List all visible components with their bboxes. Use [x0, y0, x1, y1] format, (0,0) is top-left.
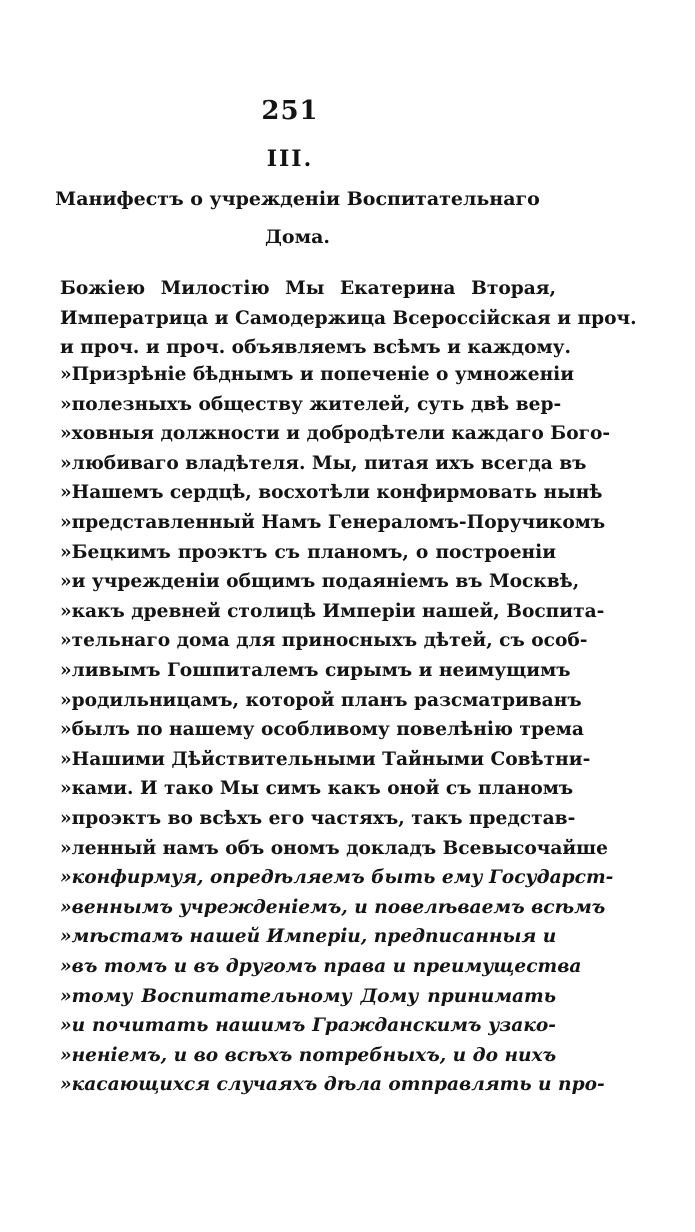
- title-line-2: Дома.: [265, 226, 330, 248]
- paragraph2-upright-line: »ками. И тако Мы симъ какъ оной съ планомъ: [60, 778, 574, 800]
- paragraph1-line: Божіею Милостію Мы Екатерина Вторая,: [60, 278, 556, 299]
- paragraph2-italic-line: »и почитать нашимъ Гражданскимъ узако-: [60, 1015, 556, 1037]
- paragraph2-upright-line: »Нашими Дѣйствительными Тайными Совѣтни-: [60, 748, 591, 770]
- paragraph2-italic-line: »конфирмуя, опредѣляемъ быть ему Государст-: [60, 867, 614, 889]
- page-number: 251: [261, 96, 319, 126]
- section-numeral: III.: [266, 146, 314, 172]
- paragraph2-italic-line: »тому Воспитательному Дому принимать: [60, 985, 556, 1007]
- paragraph2-italic-line: »неніемъ, и во всѣхъ потребныхъ, и до нихъ: [60, 1044, 557, 1066]
- paragraph2-upright-line: »родильницамъ, которой планъ разсматриванъ: [60, 689, 582, 711]
- paragraph2-upright-line: »Бецкимъ проэктъ съ планомъ, о построеніи: [60, 541, 556, 563]
- paragraph1-line: Императрица и Самодержица Всероссійская и проч.: [60, 307, 637, 329]
- paragraph2-upright-line: »ховныя должности и добродѣтели каждаго Бого-: [60, 423, 611, 445]
- paragraph1-line: и проч. и проч. объявляемъ всѣмъ и каждому.: [60, 337, 571, 359]
- paragraph2-upright-line: »любиваго владѣтеля. Мы, питая ихъ всегда въ: [60, 452, 587, 474]
- paragraph2-upright-line: »Призрѣніе бѣднымъ и попеченіе о умноженіи: [60, 364, 575, 385]
- paragraph2-upright-line: »проэктъ во всѣхъ его частяхъ, такъ представ-: [60, 808, 576, 829]
- paragraph2-italic-line: »въ томъ и въ другомъ права и преимущества: [60, 956, 582, 977]
- paragraph2-upright-line: »представленный Намъ Генераломъ-Поручикомъ: [60, 512, 606, 533]
- paragraph2-italic-line: »мѣстамъ нашей Имперіи, предписанныя и: [60, 926, 557, 948]
- title-line-1: Манифестъ о учрежденіи Воспитательнаго: [55, 188, 540, 210]
- paragraph2-italic-line: »веннымъ учрежденіемъ, и повелѣваемъ всѣмъ: [60, 896, 606, 918]
- paragraph2-upright-line: »Нашемъ сердцѣ, восхотѣли конфирмовать нынѣ: [60, 482, 603, 504]
- paragraph2-upright-line: »какъ древней столицѣ Имперіи нашей, Воспита-: [60, 600, 605, 622]
- paragraph2-upright-line: »былъ по нашему особливому повелѣнію трема: [60, 719, 584, 741]
- paragraph2-italic-line: »касающихся случаяхъ дѣла отправлять и про-: [60, 1074, 605, 1096]
- paragraph2-upright-line: »ливымъ Гошпиталемъ сирымъ и неимущимъ: [60, 660, 571, 681]
- paragraph2-upright-line: »и учрежденіи общимъ подаяніемъ въ Москвѣ,: [60, 571, 580, 593]
- paragraph2-upright-line: »ленный намъ объ ономъ докладъ Всевысочайше: [60, 837, 608, 859]
- paragraph2-upright-line: »полезныхъ обществу жителей, суть двѣ вер-: [60, 393, 562, 415]
- paragraph2-upright-line: »тельнаго дома для приносныхъ дѣтей, съ особ-: [60, 630, 588, 652]
